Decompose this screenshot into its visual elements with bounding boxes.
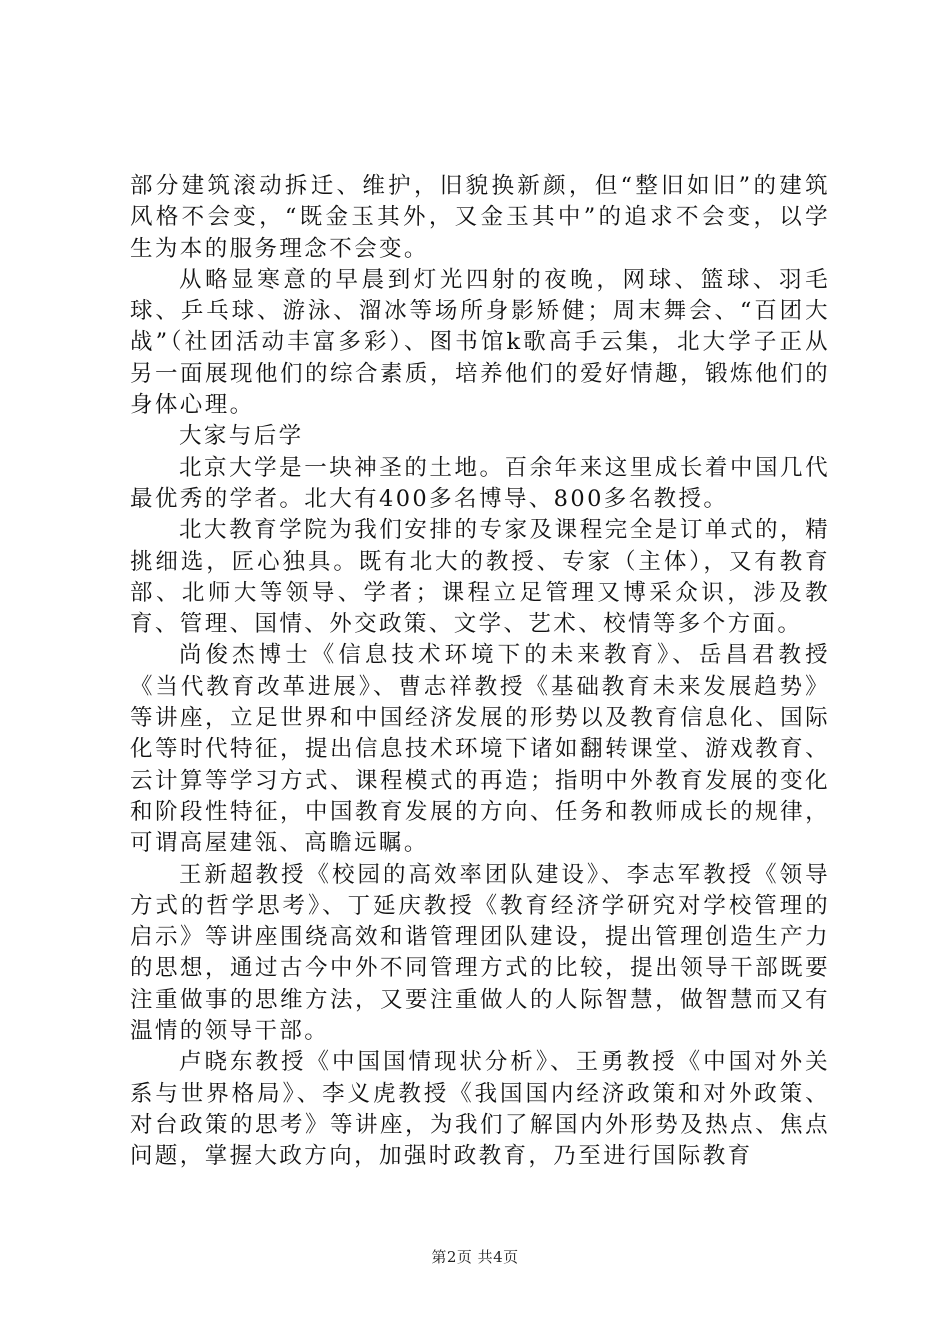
- paragraph-2: 从略显寒意的早晨到灯光四射的夜晚，网球、篮球、羽毛球、乒乓球、游泳、溜冰等场所身影矫健；周末舞会、“百团大战”（社团活动丰富多彩）、图书馆k歌高手云集，北大学子正从另一面展现他们的综合素质，培养他们的爱好情趣，锻炼他们的身体心理。: [130, 266, 830, 419]
- paragraph-3: 北京大学是一块神圣的土地。百余年来这里成长着中国几代最优秀的学者。北大有400多名博导、800多名教授。: [130, 454, 830, 512]
- paragraph-5: 尚俊杰博士《信息技术环境下的未来教育》、岳昌君教授《当代教育改革进展》、曹志祥教授《基础教育未来发展趋势》等讲座，立足世界和中国经济发展的形势以及教育信息化、国际化等时代特征，提出信息技术环境下诸如翻转课堂、游戏教育、云计算等学习方式、课程模式的再造；指明中外教育发展的变化和阶段性特征，中国教育发展的方向、任务和教师成长的规律，可谓高屋建瓴、高瞻远瞩。: [130, 642, 830, 857]
- document-body: [130, 171, 830, 1173]
- paragraph-4: 北大教育学院为我们安排的专家及课程完全是订单式的，精挑细选，匠心独具。既有北大的教授、专家（主体），又有教育部、北师大等领导、学者；课程立足管理又博采众识，涉及教育、管理、国情、外交政策、文学、艺术、校情等多个方面。: [130, 517, 830, 638]
- paragraph-6: 王新超教授《校园的高效率团队建设》、李志军教授《领导方式的哲学思考》、丁延庆教授《教育经济学研究对学校管理的启示》等讲座围绕高效和谐管理团队建设，提出管理创造生产力的思想，通过古今中外不同管理方式的比较，提出领导干部既要注重做事的思维方法，又要注重做人的人际智慧，做智慧而又有温情的领导干部。: [130, 861, 830, 1045]
- paragraph-1: 部分建筑滚动拆迁、维护，旧貌换新颜，但“整旧如旧”的建筑风格不会变，“既金玉其外，又金玉其中”的追求不会变，以学生为本的服务理念不会变。: [130, 173, 830, 262]
- section-heading: 大家与后学: [179, 423, 304, 450]
- paragraph-7: 卢晓东教授《中国国情现状分析》、王勇教授《中国对外关系与世界格局》、李义虎教授《我国国内经济政策和对外政策、对台政策的思考》等讲座，为我们了解国内外形势及热点、焦点问题，掌握大政方向，加强时政教育，乃至进行国际教育: [130, 1049, 830, 1170]
- page-footer: 第2页 共4页: [431, 1248, 519, 1266]
